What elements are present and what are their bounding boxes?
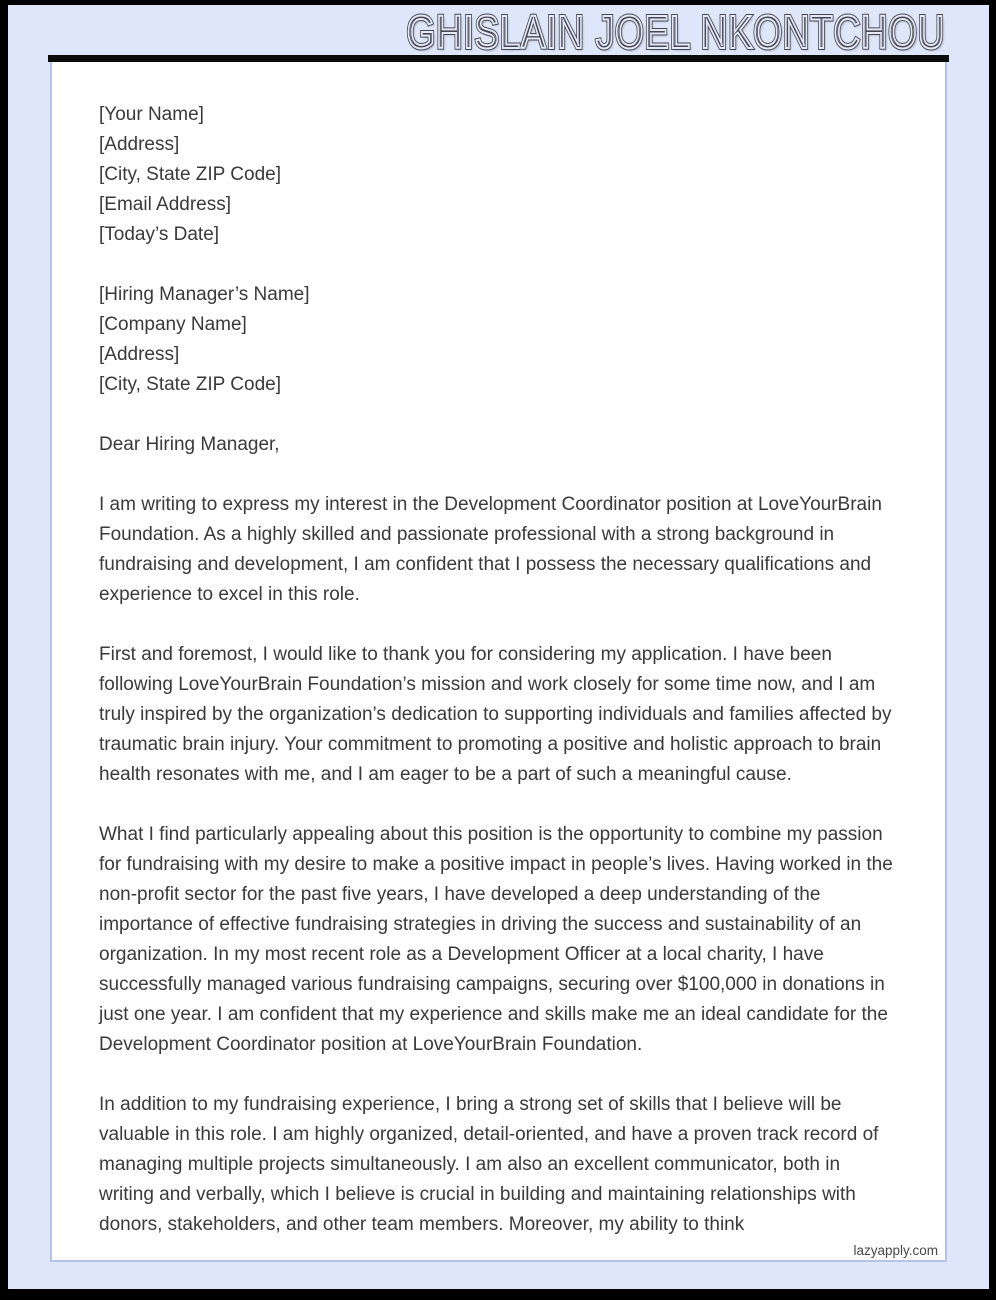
sender-date-line: [Today’s Date] [99,224,220,245]
watermark: lazyapply.com [853,1243,938,1258]
recipient-block [99,280,900,400]
letter-content [52,62,945,1240]
body-paragraph-3: What I find particularly appealing about this position is the opportunity to combine my passion for fundraising with my desire to make a positive impact in people’s lives. Having worked in the non-profit sector for the past five years, I have developed a deep understanding of the importance of effective fundraising strategies in driving the success and sustainability of an organization. In my most recent role as a Development Officer at a local charity, I have successfully managed various fundraising campaigns, securing over $100,000 in donations in just one year. I am confident that my experience and skills make me an ideal candidate for the Development Coordinator position at LoveYourBrain Foundation. [99,824,893,1055]
header-name-text: GHISLAIN JOEL NKONTCHOU GHISLAIN JOEL NKONTCHOU [407,5,945,59]
sender-city-line: [City, State ZIP Code] [99,164,281,185]
recipient-company-line: [Company Name] [99,314,247,335]
page-background [8,5,989,1289]
sender-block [99,100,900,250]
sender-name-line: [Your Name] [99,104,204,125]
sender-email-line: [Email Address] [99,194,231,215]
header [8,5,989,58]
recipient-city-line: [City, State ZIP Code] [99,374,281,395]
body-paragraph-2: First and foremost, I would like to thank you for considering my application. I have been following LoveYourBrain Foundation’s mission and work closely for some time now, and I am truly inspired by the organization’s dedication to supporting individuals and families affected by traumatic brain injury. Your commitment to promoting a positive and holistic approach to brain health resonates with me, and I am eager to be a part of such a meaningful cause. [99,644,892,785]
body-paragraph-4: In addition to my fundraising experience, I bring a strong set of skills that I believe will be valuable in this role. I am highly organized, detail-oriented, and have a proven track record of managing multiple projects simultaneously. I am also an excellent communicator, both in writing and verbally, which I believe is crucial in building and maintaining relationships with donors, stakeholders, and other team members. Moreover, my ability to think [99,1094,879,1235]
salutation: Dear Hiring Manager, [99,434,280,455]
sender-address-line: [Address] [99,134,180,155]
body-paragraph-1: I am writing to express my interest in the Development Coordinator position at LoveYourBrain Foundation. As a highly skilled and passionate professional with a strong background in fundraising and development, I am confident that I possess the necessary qualifications and experience to excel in this role. [99,494,882,605]
recipient-address-line: [Address] [99,344,180,365]
letter-sheet [50,62,947,1262]
recipient-name-line: [Hiring Manager’s Name] [99,284,310,305]
